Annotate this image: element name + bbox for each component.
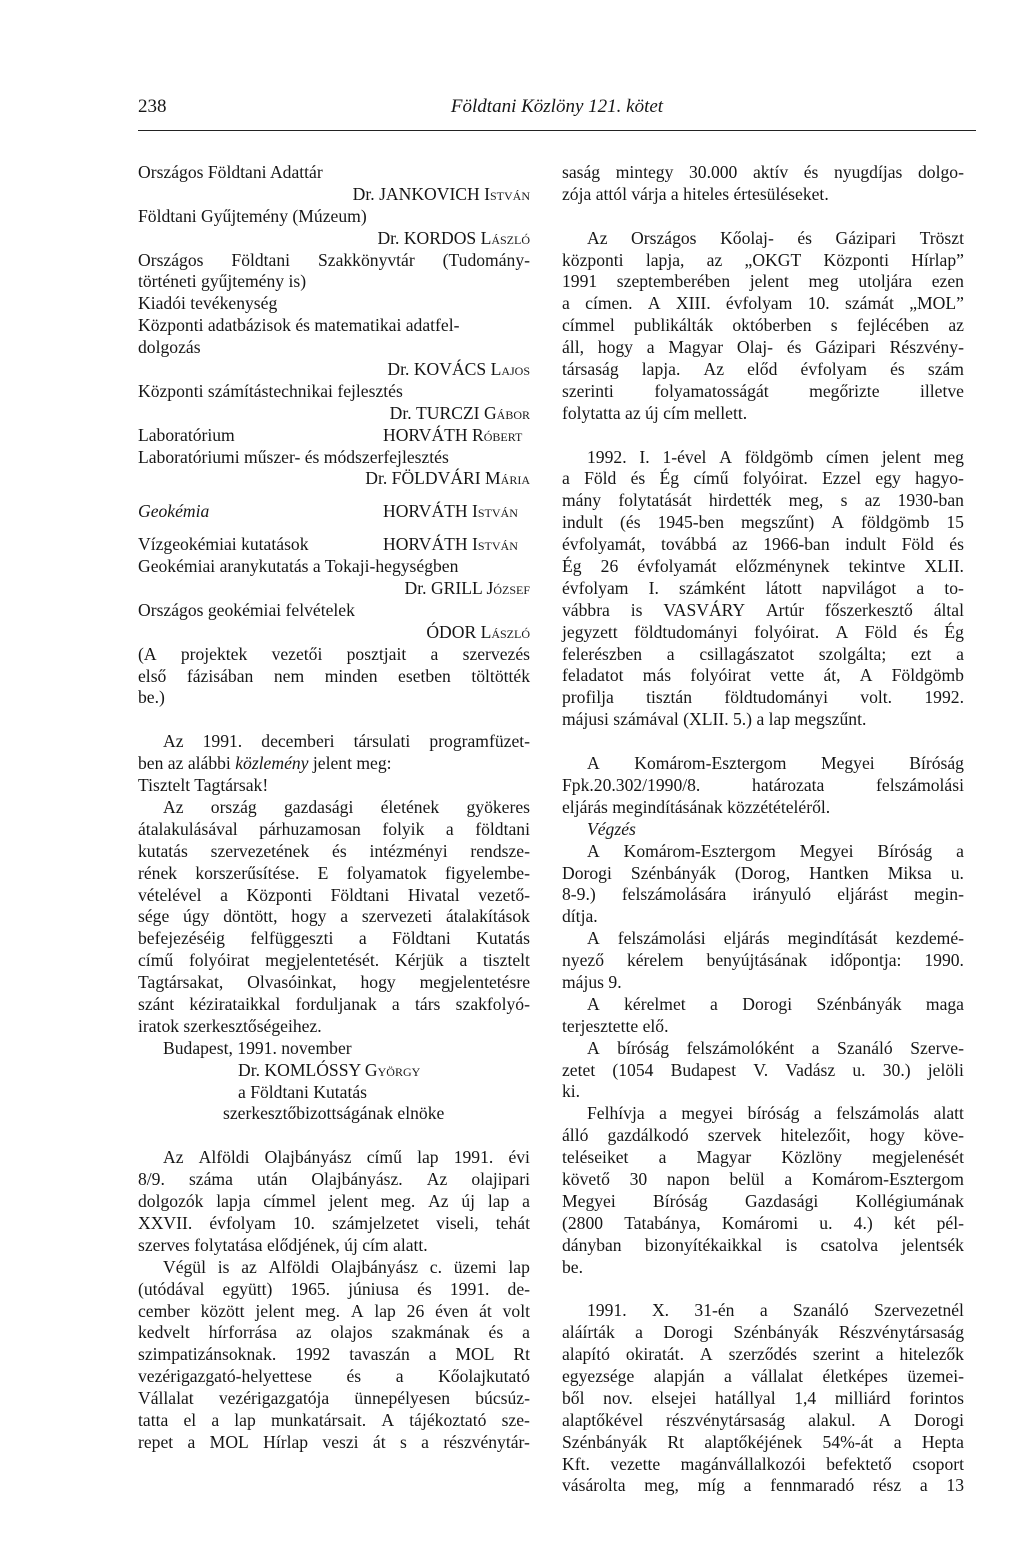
text-line: tatta el a lap munkatársait. A tájékoztató sze- — [138, 1409, 530, 1430]
text-line: vételével a Központi Földtani Hivatal vezető- — [138, 884, 530, 905]
org-unit-with-head — [138, 534, 530, 556]
text-line: alaptőkével részvénytársaság alakul. A Dorogi — [562, 1409, 964, 1430]
section-title: Geokémia — [138, 501, 210, 522]
text-line: Az Alföldi Olajbányász című lap 1991. évi — [163, 1147, 530, 1168]
text-line: folytatta az új cím mellett. — [562, 402, 748, 423]
text-line: kedvelt hírforrása az olajos szakmának és a — [138, 1322, 530, 1343]
head-title: Dr. — [404, 578, 427, 599]
org-unit: Országos Földtani Szakkönyvtár (Tudomány- — [138, 249, 530, 270]
unit-head — [138, 359, 530, 381]
text-line: 8-9.) felszámolására irányuló eljárást megin- — [562, 884, 964, 905]
text-line: évfolyamát, továbbá az 1966-ban indult Föld és — [562, 534, 964, 555]
text-line: május 9. — [562, 971, 622, 992]
text-line: indult (és 1945-ben megszűnt) A földgömb 15 — [562, 512, 964, 533]
text-line: ből nov. elsejei hatállyal 1,4 milliárd forintos — [562, 1387, 964, 1408]
text-line: aláírták a Dorogi Szénbányák Részvénytársaság — [562, 1322, 964, 1343]
org-unit: Központi adatbázisok és matematikai adatfel- — [138, 315, 460, 336]
text-line: A bíróság felszámolóként a Szanáló Szerve- — [587, 1037, 964, 1058]
org-unit-with-head — [138, 425, 530, 447]
head-name: JANKOVICH István — [379, 183, 530, 204]
text-line: A kérelmet a Dorogi Szénbányák maga — [587, 993, 964, 1014]
header-rule — [138, 130, 976, 131]
text-line: Az ország gazdasági életének gyökeres — [163, 796, 530, 817]
org-unit: Kiadói tevékenység — [138, 293, 278, 314]
text-line: nyező kérelem benyújtásának időpontja: 1990. — [562, 950, 964, 971]
text-line: központi lapja, az „OKGT Központi Hírlap” — [562, 249, 964, 270]
sign-title: Dr. — [238, 1059, 260, 1080]
text-line: Dorogi Szénbányák (Dorog, Hantken Miksa u. — [562, 862, 964, 883]
unit-head — [138, 578, 530, 600]
head-name: HORVÁTH István — [383, 534, 518, 555]
text-line: Tagtársakat, Olvasóinkat, hogy megjelentetésre — [138, 972, 530, 993]
text-line: be. — [562, 1256, 584, 1277]
text-line: 1991 szeptemberében jelent meg utoljára ezen — [562, 271, 964, 292]
head-name: FÖLDVÁRI Mária — [391, 468, 530, 489]
note-line: (A projektek vezetői posztjait a szervezés — [138, 643, 530, 664]
text-line: Végül is az Alföldi Olajbányász c. üzemi lap — [163, 1256, 530, 1277]
org-unit: Központi számítástechnikai fejlesztés — [138, 380, 403, 401]
text-line: című folyóirat megjelentetését. Kérjük a tisztelt — [138, 950, 530, 971]
place-date: Budapest, 1991. november — [163, 1037, 352, 1058]
text-line: májusi számával (XLII. 5.) a lap megszűnt. — [562, 709, 867, 730]
left-column — [138, 162, 530, 1454]
text-line: 1992. I. 1-ével A földgömb címen jelent meg — [587, 446, 964, 467]
head-name: KOVÁCS Lajos — [413, 359, 530, 380]
section-title: Végzés — [587, 818, 636, 839]
text-line: 1991. X. 31-én a Szanáló Szervezetnél — [587, 1300, 964, 1321]
text-line: szerinti folyamatosságát megőrizte illetve — [562, 380, 964, 401]
sign-name: KOMLÓSSY György — [264, 1059, 421, 1080]
text-line: befejezéséig felfüggeszti a Földtani Kutatás — [138, 928, 530, 949]
text-run: jelent meg: — [308, 753, 392, 774]
text-line: vábbra is VASVÁRY Artúr főszerkesztő által — [562, 599, 964, 620]
text-line: A Komárom-Esztergom Megyei Bíróság — [587, 753, 964, 774]
unit-label: Laboratórium — [138, 424, 235, 445]
text-line: Az 1991. decemberi társulati programfüzet- — [163, 731, 530, 752]
text-line: zója attól várja a hiteles értesüléseket. — [562, 183, 829, 204]
unit-head — [138, 403, 530, 425]
org-unit: Országos Földtani Adattár — [138, 162, 323, 182]
text-line: profilja tisztán földtudományi volt. 1992. — [562, 687, 964, 708]
text-line: Felhívja a megyei bíróság a felszámolás alatt — [587, 1103, 964, 1124]
text-line: Fpk.20.302/1990/8. határozata felszámolási — [562, 774, 964, 795]
text-line: rének korszerűsítése. E folyamatok figyelembe- — [138, 862, 530, 883]
text-line: 8/9. száma után Olajbányász. Az olajipari — [138, 1169, 530, 1190]
text-line: dolgozók lapja címmel jelent meg. Az új lap a — [138, 1191, 530, 1212]
text-line: saság mintegy 30.000 aktív és nyugdíjas dolgo- — [562, 162, 964, 182]
unit-head — [138, 622, 530, 644]
text-line: vezérigazgató-helyettese és a Kőolajkutató — [138, 1366, 530, 1387]
unit-label: Vízgeokémiai kutatások — [138, 534, 309, 555]
text-line: a Föld és Ég című folyóirat. Ezzel egy hagyo- — [562, 468, 964, 489]
text-line: jegyzett földtudományi folyóirat. A Föld és Ég — [562, 621, 964, 642]
running-title: Földtani Közlöny 121. kötet — [450, 96, 664, 117]
org-unit: dolgozás — [138, 337, 201, 358]
org-unit: Országos geokémiai felvételek — [138, 599, 355, 620]
text-line: ki. — [562, 1081, 581, 1102]
text-line: A Komárom-Esztergom Megyei Bíróság a — [587, 840, 964, 861]
head-title: Dr. — [365, 468, 388, 489]
text-line: terjesztette elő. — [562, 1015, 669, 1036]
text-line: zetet (1054 Budapest V. Vadász u. 30.) jelöli — [562, 1059, 964, 1080]
text-line: követő 30 napon belül a Komárom-Esztergom — [562, 1168, 964, 1189]
unit-head — [138, 184, 530, 206]
text-line: Kft. vezette magánvállalkozói befektető csoport — [562, 1453, 964, 1474]
head-name: HORVÁTH István — [383, 501, 518, 522]
text-line: szánt kézirataikkal forduljanak a társ szakfolyó- — [138, 993, 530, 1014]
text-line: feladatot más folyóirat vette át, A Földgömb — [562, 665, 964, 686]
org-unit: Laboratóriumi műszer- és módszerfejlesztés — [138, 446, 449, 467]
text-line: álló gazdálkodó szervek hitelezőit, hogy köve- — [562, 1125, 964, 1146]
signature-role: szerkesztőbizottságának elnöke — [223, 1103, 445, 1124]
unit-head — [138, 468, 530, 490]
text-line: kutatás szervezetének és intézményi rendsze- — [138, 840, 530, 861]
text-line: a címen. A XIII. évfolyam 10. számát „MOL” — [562, 293, 964, 314]
text-line: felerészben a csillagászatot szolgálta; ezt a — [562, 643, 964, 664]
text-line: vásárolta meg, míg a fennmaradó rész a 13 — [562, 1475, 964, 1496]
note-line: első fázisában nem minden esetben töltötték — [138, 665, 530, 686]
text-line: Ég 26 évfolyamát előzménynek tekintve XLII. — [562, 556, 964, 577]
text-line: teléseiket a Magyar Közlöny megjelenését — [562, 1147, 964, 1168]
head-name: ÓDOR László — [426, 621, 530, 642]
salutation: Tisztelt Tagtársak! — [138, 775, 269, 796]
page-number: 238 — [138, 96, 167, 117]
text-line: évfolyam I. számként látott napvilágot a to- — [562, 577, 964, 598]
text-line: A felszámolási eljárás megindítását kezdemé- — [587, 928, 964, 949]
text-line: (2800 Tatabánya, Komáromi u. 4.) két pél- — [562, 1212, 964, 1233]
unit-head — [138, 228, 530, 250]
head-title: Dr. — [389, 402, 412, 423]
text-line: dítja. — [562, 906, 598, 927]
org-unit: történeti gyűjtemény is) — [138, 271, 307, 292]
text-line: repet a MOL Hírlap veszi át s a részvénytár- — [138, 1431, 530, 1452]
text-line: szerves folytatása elődjének, új cím alatt. — [138, 1234, 428, 1255]
text-line: áll, hogy a Magyar Olaj- és Gázipari Részvény- — [562, 337, 964, 358]
text-line: Szénbányák Rt alaptőkéjének 54%-át a Hepta — [562, 1431, 964, 1452]
org-unit: Geokémiai aranykutatás a Tokaji-hegységben — [138, 556, 459, 577]
text-line: mány folytatását hirdették meg, s az 1930-ban — [562, 490, 964, 511]
text-run-italic: közlemény — [235, 753, 309, 774]
text-line: sége úgy döntött, hogy a szervezeti átalakítások — [138, 906, 530, 927]
text-line: dányban bizonyítékaikkal is csatolva jelentsék — [562, 1234, 964, 1255]
text-line: társaság lapja. Az előd évfolyam és szám — [562, 359, 964, 380]
text-run: ben az alábbi — [138, 753, 236, 774]
head-title: Dr. — [377, 227, 400, 248]
text-line: Vállalat vezérigazgatója ünnepélyesen búcsúz- — [138, 1388, 530, 1409]
text-line: Az Országos Kőolaj- és Gázipari Tröszt — [587, 227, 964, 248]
head-name: GRILL József — [430, 578, 530, 599]
head-name: HORVÁTH Róbert — [383, 424, 523, 445]
page-header — [138, 96, 976, 136]
head-name: TURCZI Gábor — [416, 402, 530, 423]
right-column — [562, 162, 964, 1497]
text-line: XXVII. évfolyam 10. számjelzetet viseli, tehát — [138, 1212, 530, 1233]
note-line: be.) — [138, 687, 165, 708]
text-line: eljárás megindításának közzétételéről. — [562, 796, 831, 817]
text-line — [138, 753, 530, 775]
text-line: címmel publikálták októberben s fejlécében az — [562, 315, 964, 336]
head-title: Dr. — [352, 183, 375, 204]
head-title: Dr. — [387, 359, 410, 380]
text-line: egyezsége alapján a vállalat életképes üzemei- — [562, 1365, 964, 1386]
head-name: KORDOS László — [403, 227, 530, 248]
org-unit: Földtani Gyűjtemény (Múzeum) — [138, 205, 367, 226]
text-line: iratok szerkesztőségeihez. — [138, 1015, 322, 1036]
signature-name — [138, 1060, 530, 1082]
signature-role: a Földtani Kutatás — [238, 1081, 367, 1102]
text-line: Megyei Bíróság Gazdasági Kollégiumának — [562, 1190, 964, 1211]
text-line: szimpatizánsoknak. 1992 tavaszán a MOL Rt — [138, 1344, 530, 1365]
section-heading — [138, 501, 530, 523]
text-line: (utódával együtt) 1965. júniusa és 1991. de- — [138, 1278, 530, 1299]
text-line: átalakulásával párhuzamosan folyik a földtani — [138, 818, 530, 839]
text-line: alapító okiratát. A szerződés szerint a hitelezők — [562, 1344, 964, 1365]
text-line: cember között jelent meg. A lap 26 éven át volt — [138, 1300, 530, 1321]
